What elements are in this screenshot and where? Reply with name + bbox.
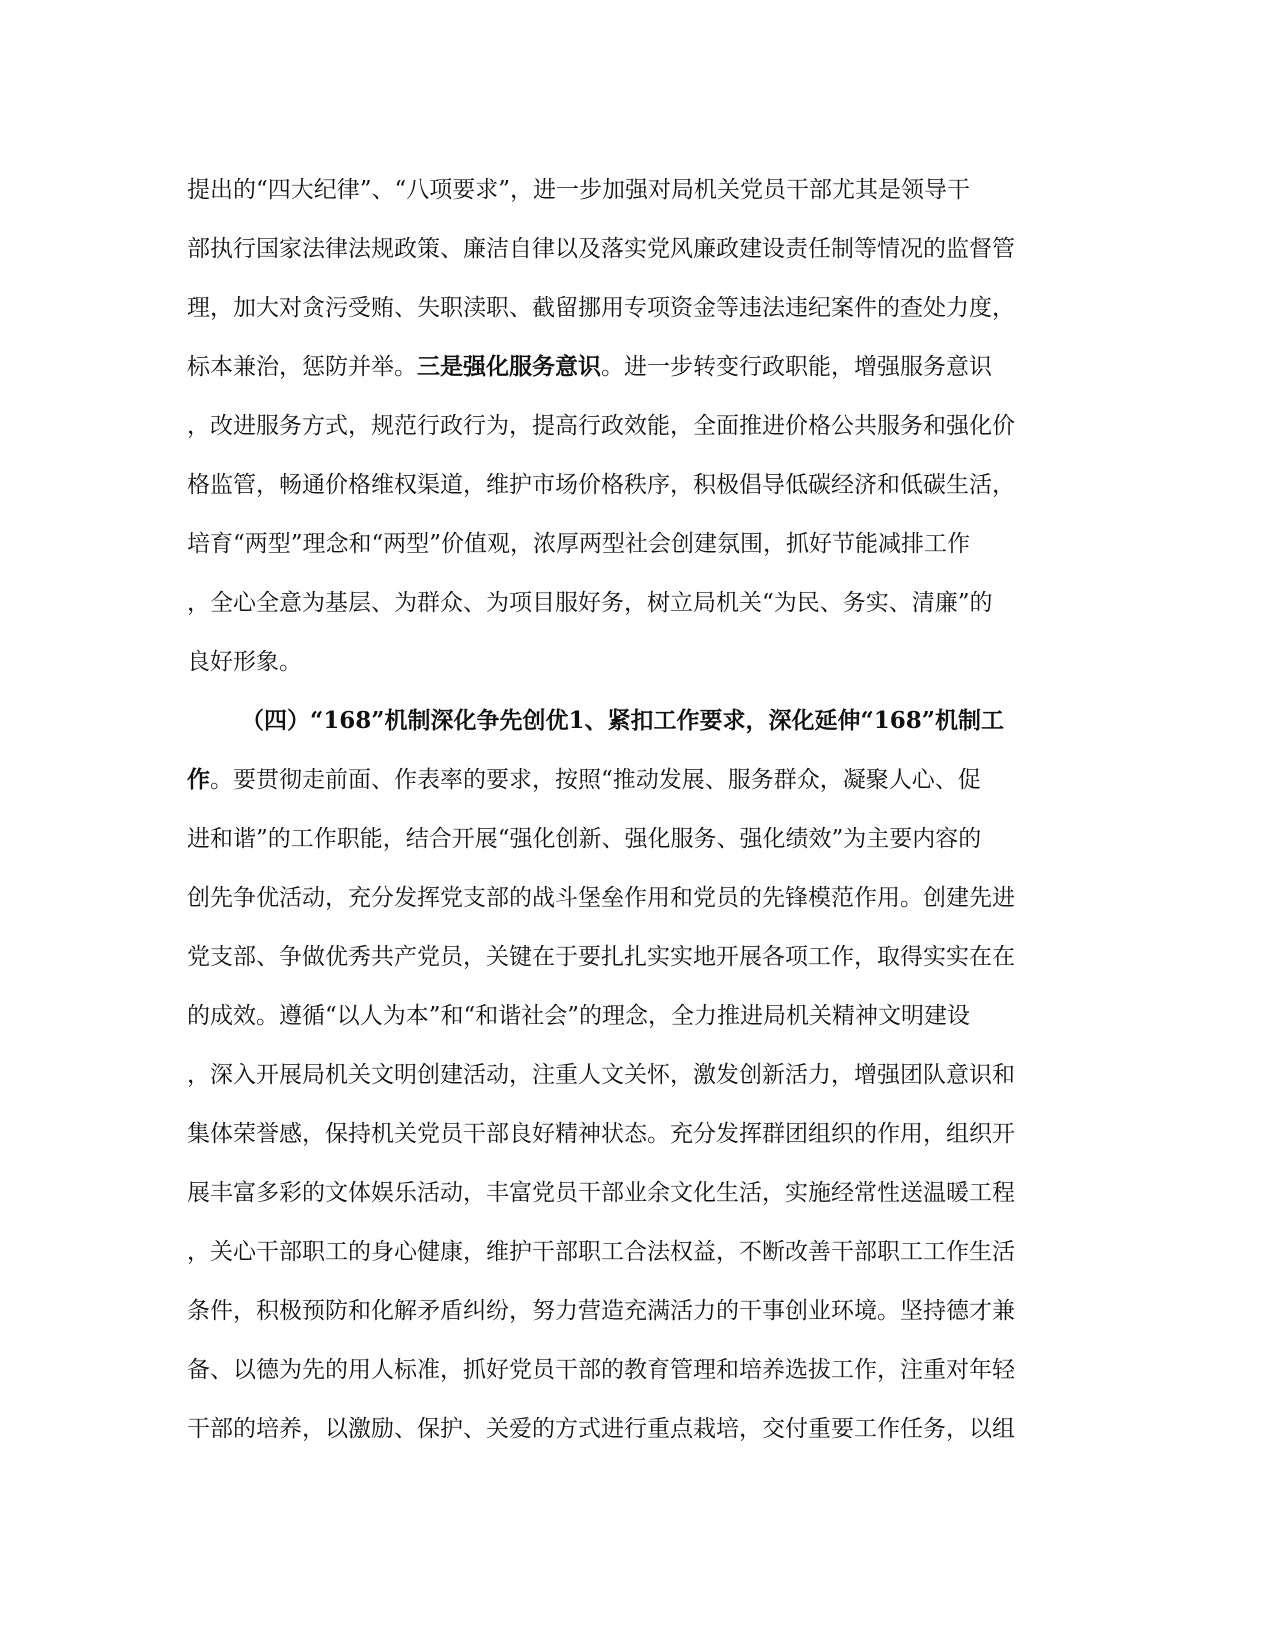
text-line — [187, 583, 1087, 642]
bold-heading-span: （四）“168”机制深化争先创优1、紧扣工作要求，深化延伸“168”机制工 — [241, 707, 1004, 734]
text-span: 格监管，畅通价格维权渠道，维护市场价格秩序，积极倡导低碳经济和低碳生活， — [187, 472, 1015, 498]
text-line — [187, 1055, 1087, 1114]
text-line — [187, 937, 1087, 996]
text-span: 培育“两型”理念和“两型”价值观，浓厚两型社会创建氛围，抓好节能减排工作 — [187, 531, 971, 557]
text-line — [187, 229, 1087, 288]
text-span: 良好形象。 — [187, 649, 302, 675]
text-line — [187, 1291, 1087, 1350]
text-span: 的成效。遵循“以人为本”和“和谐社会”的理念，全力推进局机关精神文明建设 — [187, 1003, 971, 1029]
text-span: ，深入开展局机关文明创建活动，注重人文关怀，激发创新活力，增强团队意识和 — [187, 1062, 1015, 1088]
text-span: 条件，积极预防和化解矛盾纠纷，努力营造充满活力的干事创业环境。坚持德才兼 — [187, 1298, 1015, 1324]
text-line — [187, 465, 1087, 524]
text-span: 集体荣誉感，保持机关党员干部良好精神状态。充分发挥群团组织的作用，组织开 — [187, 1121, 1015, 1147]
text-line — [187, 996, 1087, 1055]
text-line — [187, 524, 1087, 583]
text-line — [187, 642, 1087, 701]
text-line — [187, 878, 1087, 937]
text-line — [187, 1114, 1087, 1173]
document-body — [187, 170, 1087, 1468]
text-span: ，关心干部职工的身心健康，维护干部职工合法权益，不断改善干部职工工作生活 — [187, 1239, 1015, 1265]
text-span — [187, 347, 992, 406]
text-span: 备、以德为先的用人标准，抓好党员干部的教育管理和培养选拔工作，注重对年轻 — [187, 1357, 1015, 1383]
text-line — [187, 701, 1087, 760]
bold-heading-span: 作 — [187, 766, 210, 793]
text-line — [187, 760, 1087, 819]
text-line — [187, 170, 1087, 229]
text-span: 进和谐”的工作职能，结合开展“强化创新、强化服务、强化绩效”为主要内容的 — [187, 826, 982, 852]
text-span: ，全心全意为基层、为群众、为项目服好务，树立局机关“为民、务实、清廉”的 — [187, 590, 993, 616]
bold-heading-span: 三是强化服务意识 — [417, 353, 601, 380]
text-span: 。要贯彻走前面、作表率的要求，按照“推动发展、服务群众，凝聚人心、促 — [210, 767, 981, 793]
text-line — [187, 406, 1087, 465]
text-span: ，改进服务方式，规范行政行为，提高行政效能，全面推进价格公共服务和强化价 — [187, 413, 1015, 439]
text-line — [187, 819, 1087, 878]
text-line — [187, 288, 1087, 347]
text-line — [187, 1232, 1087, 1291]
text-line — [187, 1409, 1087, 1468]
text-span: 展丰富多彩的文体娱乐活动，丰富党员干部业余文化生活，实施经常性送温暖工程 — [187, 1180, 1015, 1206]
text-span: 干部的培养，以激励、保护、关爱的方式进行重点栽培，交付重要工作任务，以组 — [187, 1416, 1015, 1442]
text-span: 创先争优活动，充分发挥党支部的战斗堡垒作用和党员的先锋模范作用。创建先进 — [187, 885, 1015, 911]
text-line — [187, 1173, 1087, 1232]
text-span: 党支部、争做优秀共产党员，关键在于要扎扎实实地开展各项工作，取得实实在在 — [187, 944, 1015, 970]
text-span: 理，加大对贪污受贿、失职渎职、截留挪用专项资金等违法违纪案件的查处力度， — [187, 295, 1015, 321]
text-span: 部执行国家法律法规政策、廉洁自律以及落实党风廉政建设责任制等情况的监督管 — [187, 236, 1015, 262]
text-span: 标本兼治，惩防并举。 — [187, 354, 417, 380]
text-line — [187, 1350, 1087, 1409]
text-span — [187, 760, 981, 819]
text-span: 。进一步转变行政职能，增强服务意识 — [601, 354, 992, 380]
text-span: 提出的“四大纪律”、“八项要求”，进一步加强对局机关党员干部尤其是领导干 — [187, 177, 971, 203]
text-line — [187, 347, 1087, 406]
